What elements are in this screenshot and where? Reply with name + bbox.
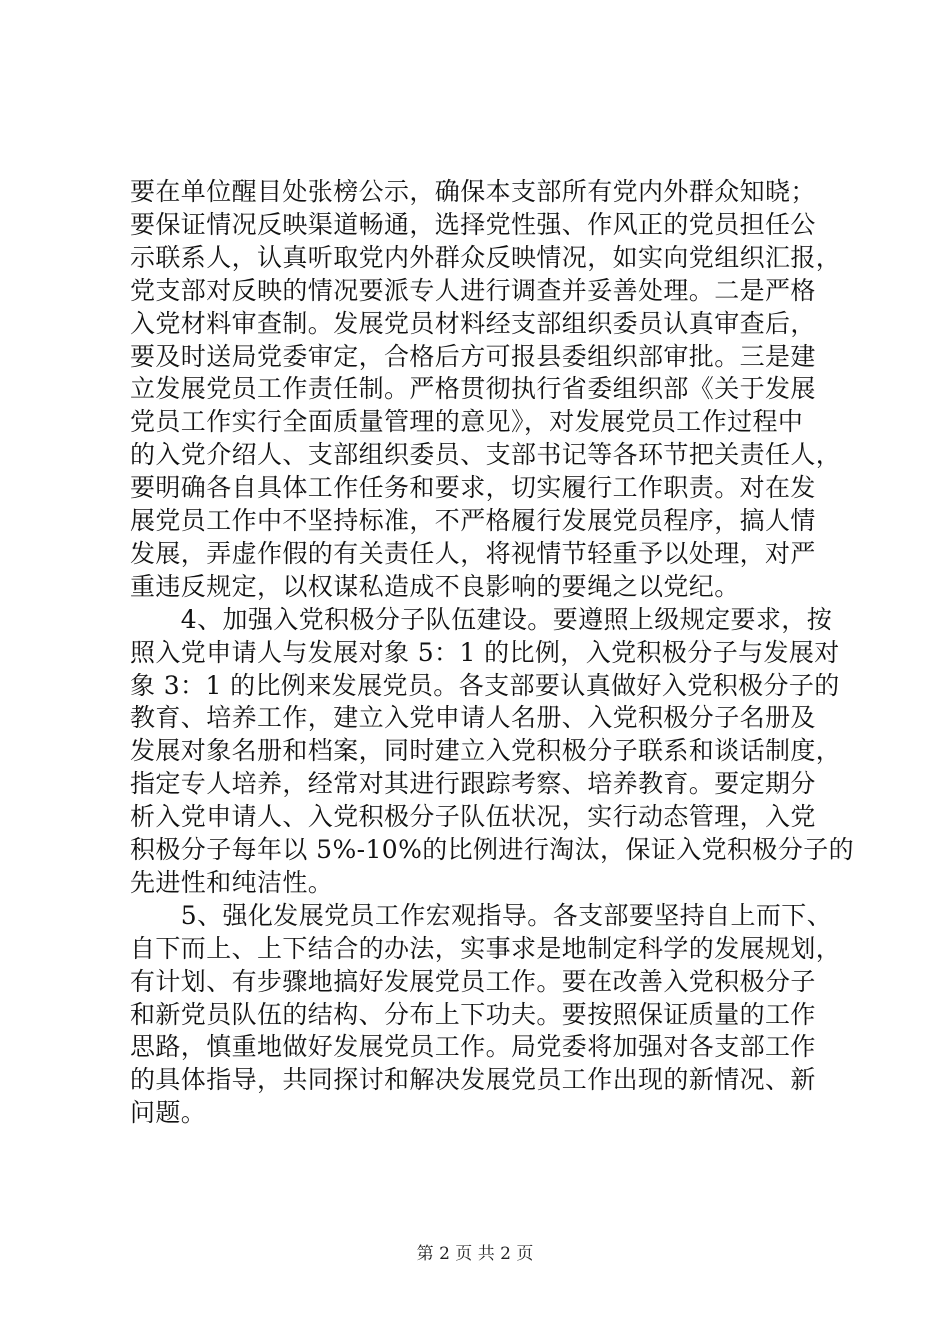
text-line: 党员工作实行全面质量管理的意见》，对发展党员工作过程中 xyxy=(130,407,804,437)
text-line: 的具体指导，共同探讨和解决发展党员工作出现的新情况、新 xyxy=(130,1065,816,1095)
text-line: 示联系人，认真听取党内外群众反映情况，如实向党组织汇报， xyxy=(130,242,842,272)
text-line: 积极分子每年以 5%-10%的比例进行淘汰，保证入党积极分子的 xyxy=(130,835,855,864)
text-line: 自下而上、上下结合的办法，实事求是地制定科学的发展规划， xyxy=(130,933,842,963)
text-line: 指定专人培养，经常对其进行跟踪考察、培养教育。要定期分 xyxy=(130,769,816,799)
text-line: 析入党申请人、入党积极分子队伍状况，实行动态管理，入党 xyxy=(130,802,816,832)
text-line: 的入党介绍人、支部组织委员、支部书记等各环节把关责任人， xyxy=(130,440,842,470)
text-line: 要及时送局党委审定，合格后方可报县委组织部审批。三是建 xyxy=(130,341,816,371)
text-line: 象 3：1 的比例来发展党员。各支部要认真做好入党积极分子的 xyxy=(130,670,840,700)
text-line: 有计划、有步骤地搞好发展党员工作。要在改善入党积极分子 xyxy=(130,966,816,996)
text-line: 先进性和纯洁性。 xyxy=(130,867,334,897)
text-line: 和新党员队伍的结构、分布上下功夫。要按照保证质量的工作 xyxy=(130,999,816,1029)
text-line: 5、强化发展党员工作宏观指导。各支部要坚持自上而下、 xyxy=(130,900,833,930)
text-line: 思路，慎重地做好发展党员工作。局党委将加强对各支部工作 xyxy=(130,1032,816,1062)
text-line: 问题。 xyxy=(130,1098,207,1128)
text-line: 发展，弄虚作假的有关责任人，将视情节轻重予以处理，对严 xyxy=(130,538,816,568)
text-line: 要保证情况反映渠道畅通，选择党性强、作风正的党员担任公 xyxy=(130,209,816,239)
text-line: 照入党申请人与发展对象 5：1 的比例，入党积极分子与发展对 xyxy=(130,637,840,667)
text-line: 展党员工作中不坚持标准，不严格履行发展党员程序，搞人情 xyxy=(130,506,816,535)
text-line: 重违反规定，以权谋私造成不良影响的要绳之以党纪。 xyxy=(130,571,740,601)
text-line: 党支部对反映的情况要派专人进行调查并妥善处理。二是严格 xyxy=(130,275,816,305)
text-line: 教育、培养工作，建立入党申请人名册、入党积极分子名册及 xyxy=(130,703,816,733)
text-line: 入党材料审查制。发展党员材料经支部组织委员认真审查后， xyxy=(130,308,816,338)
text-line: 要明确各自具体工作任务和要求，切实履行工作职责。对在发 xyxy=(130,473,816,503)
text-line: 立发展党员工作责任制。严格贯彻执行省委组织部《关于发展 xyxy=(130,374,816,404)
text-line: 发展对象名册和档案，同时建立入党积极分子联系和谈话制度， xyxy=(130,736,842,766)
text-line: 要在单位醒目处张榜公示，确保本支部所有党内外群众知晓； xyxy=(130,177,816,206)
text-line: 4、加强入党积极分子队伍建设。要遵照上级规定要求，按 xyxy=(130,604,833,634)
page-footer: 第 2 页 共 2 页 xyxy=(416,1244,534,1264)
